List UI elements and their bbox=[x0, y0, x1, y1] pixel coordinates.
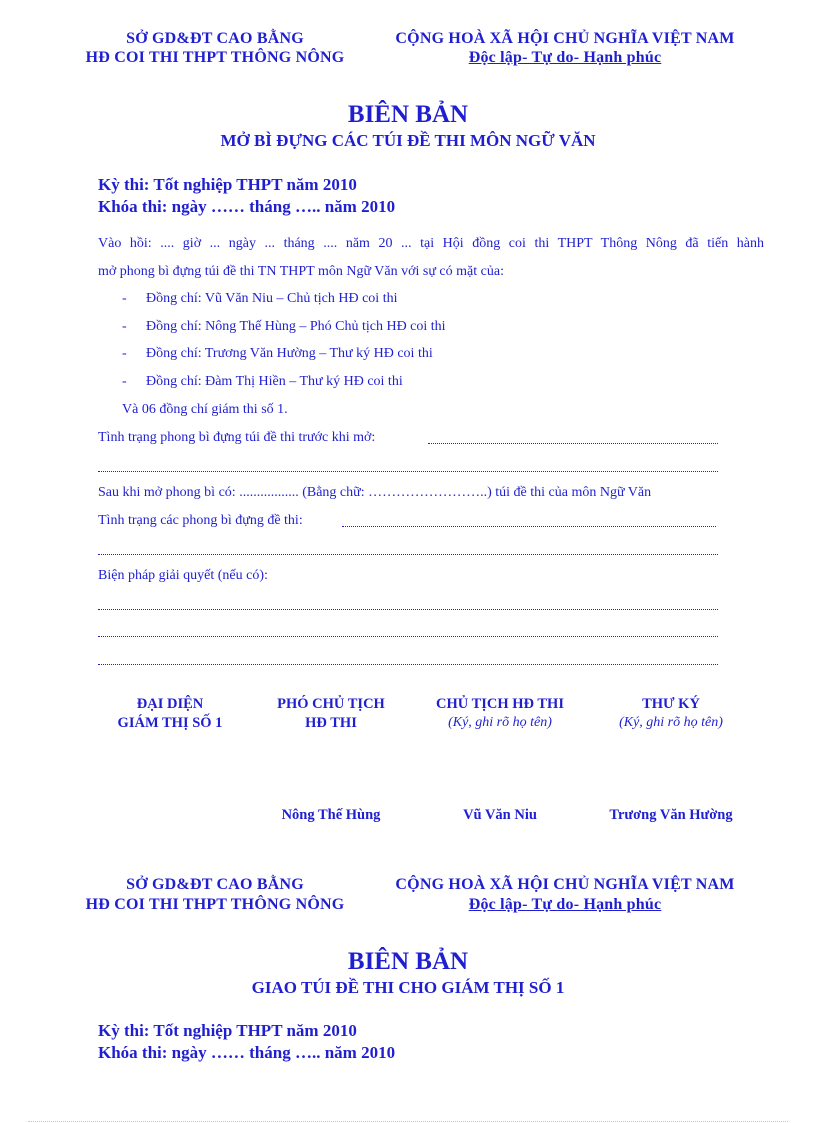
list-bullet: - bbox=[122, 374, 127, 389]
national-motto bbox=[370, 896, 760, 914]
national-motto bbox=[370, 49, 760, 67]
national-motto-text: Độc lập- Tự do- Hạnh phúc bbox=[468, 49, 662, 66]
member-item: Đồng chí: Nông Thế Hùng – Phó Chủ tịch HĐ coi thi bbox=[146, 319, 446, 334]
national-title: CỘNG HOÀ XÃ HỘI CHỦ NGHĨA VIỆT NAM bbox=[395, 876, 735, 893]
national-title: CỘNG HOÀ XÃ HỘI CHỦ NGHĨA VIỆT NAM bbox=[395, 30, 735, 47]
document-subtitle: MỞ BÌ ĐỰNG CÁC TÚI ĐỀ THI MÔN NGỮ VĂN bbox=[220, 131, 596, 150]
after-open-words-fill[interactable]: ……………………..) bbox=[368, 485, 492, 500]
after-open-line bbox=[98, 485, 651, 501]
after-open-suffix: túi đề thi của môn Ngữ Văn bbox=[495, 485, 652, 500]
signer-name: Trương Văn Hường bbox=[609, 807, 733, 823]
signature-title: PHÓ CHỦ TỊCH bbox=[277, 696, 385, 712]
envelopes-status-fill-line[interactable] bbox=[98, 554, 718, 555]
measures-fill-line[interactable] bbox=[98, 664, 718, 665]
proctors-line: Và 06 đồng chí giám thi số 1. bbox=[122, 402, 288, 417]
signature-instruction: (Ký, ghi rõ họ tên) bbox=[619, 715, 723, 730]
signature-title: HĐ THI bbox=[305, 715, 357, 731]
signature-instruction: (Ký, ghi rõ họ tên) bbox=[448, 715, 552, 730]
signature-title: CHỦ TỊCH HĐ THI bbox=[436, 696, 564, 712]
after-open-prefix: Sau khi mở phong bì có: bbox=[98, 485, 236, 500]
page-boundary bbox=[28, 1121, 788, 1122]
opening-paragraph-line1: Vào hồi: .... giờ ... ngày ... tháng .... năm 20 ... tại Hội đồng coi thi THPT Thông Nông đã tiến hành bbox=[98, 236, 764, 251]
exam-date: Khóa thi: ngày …… tháng ….. năm 2010 bbox=[98, 1043, 396, 1062]
signer-name: Nông Thế Hùng bbox=[281, 807, 381, 823]
after-open-words-label: (Bằng chữ: bbox=[302, 485, 365, 500]
measures-fill-line[interactable] bbox=[98, 636, 718, 637]
signature-title: ĐẠI DIỆN bbox=[136, 696, 204, 712]
document-title: BIÊN BẢN bbox=[347, 948, 469, 975]
member-item: Đồng chí: Vũ Văn Niu – Chủ tịch HĐ coi thi bbox=[146, 291, 398, 306]
measures-fill-line[interactable] bbox=[98, 609, 718, 610]
status-before-fill-line[interactable] bbox=[98, 471, 718, 472]
council-name: HĐ COI THI THPT THÔNG NÔNG bbox=[85, 896, 345, 913]
document-subtitle: GIAO TÚI ĐỀ THI CHO GIÁM THỊ SỐ 1 bbox=[251, 978, 565, 997]
member-item: Đồng chí: Đàm Thị Hiền – Thư ký HĐ coi thi bbox=[146, 374, 403, 389]
signature-title: GIÁM THỊ SỐ 1 bbox=[117, 715, 223, 731]
agency-name: SỞ GD&ĐT CAO BẰNG bbox=[126, 876, 304, 893]
signature-title: THƯ KÝ bbox=[642, 696, 700, 712]
exam-name: Kỳ thi: Tốt nghiệp THPT năm 2010 bbox=[98, 175, 357, 194]
agency-name: SỞ GD&ĐT CAO BẰNG bbox=[126, 30, 304, 47]
signer-name: Vũ Văn Niu bbox=[463, 807, 537, 823]
status-before-label: Tình trạng phong bì đựng túi đề thi trước khi mở: bbox=[98, 430, 376, 445]
envelopes-status-label: Tình trạng các phong bì đựng đề thi: bbox=[98, 513, 303, 528]
opening-paragraph-line2: mở phong bì đựng túi đề thi TN THPT môn Ngữ Văn với sự có mặt của: bbox=[98, 264, 504, 279]
exam-name: Kỳ thi: Tốt nghiệp THPT năm 2010 bbox=[98, 1021, 357, 1040]
exam-date: Khóa thi: ngày …… tháng ….. năm 2010 bbox=[98, 197, 396, 216]
list-bullet: - bbox=[122, 319, 127, 334]
council-name: HĐ COI THI THPT THÔNG NÔNG bbox=[85, 49, 345, 66]
status-before-fill-line[interactable] bbox=[428, 443, 718, 444]
envelopes-status-fill-line[interactable] bbox=[342, 526, 716, 527]
member-item: Đồng chí: Trương Văn Hường – Thư ký HĐ coi thi bbox=[146, 346, 433, 361]
list-bullet: - bbox=[122, 346, 127, 361]
after-open-count-fill[interactable]: ................. bbox=[239, 485, 299, 500]
list-bullet: - bbox=[122, 291, 127, 306]
national-motto-text: Độc lập- Tự do- Hạnh phúc bbox=[468, 896, 662, 913]
measures-label: Biện pháp giải quyết (nếu có): bbox=[98, 568, 268, 583]
document-title: BIÊN BẢN bbox=[347, 101, 469, 128]
